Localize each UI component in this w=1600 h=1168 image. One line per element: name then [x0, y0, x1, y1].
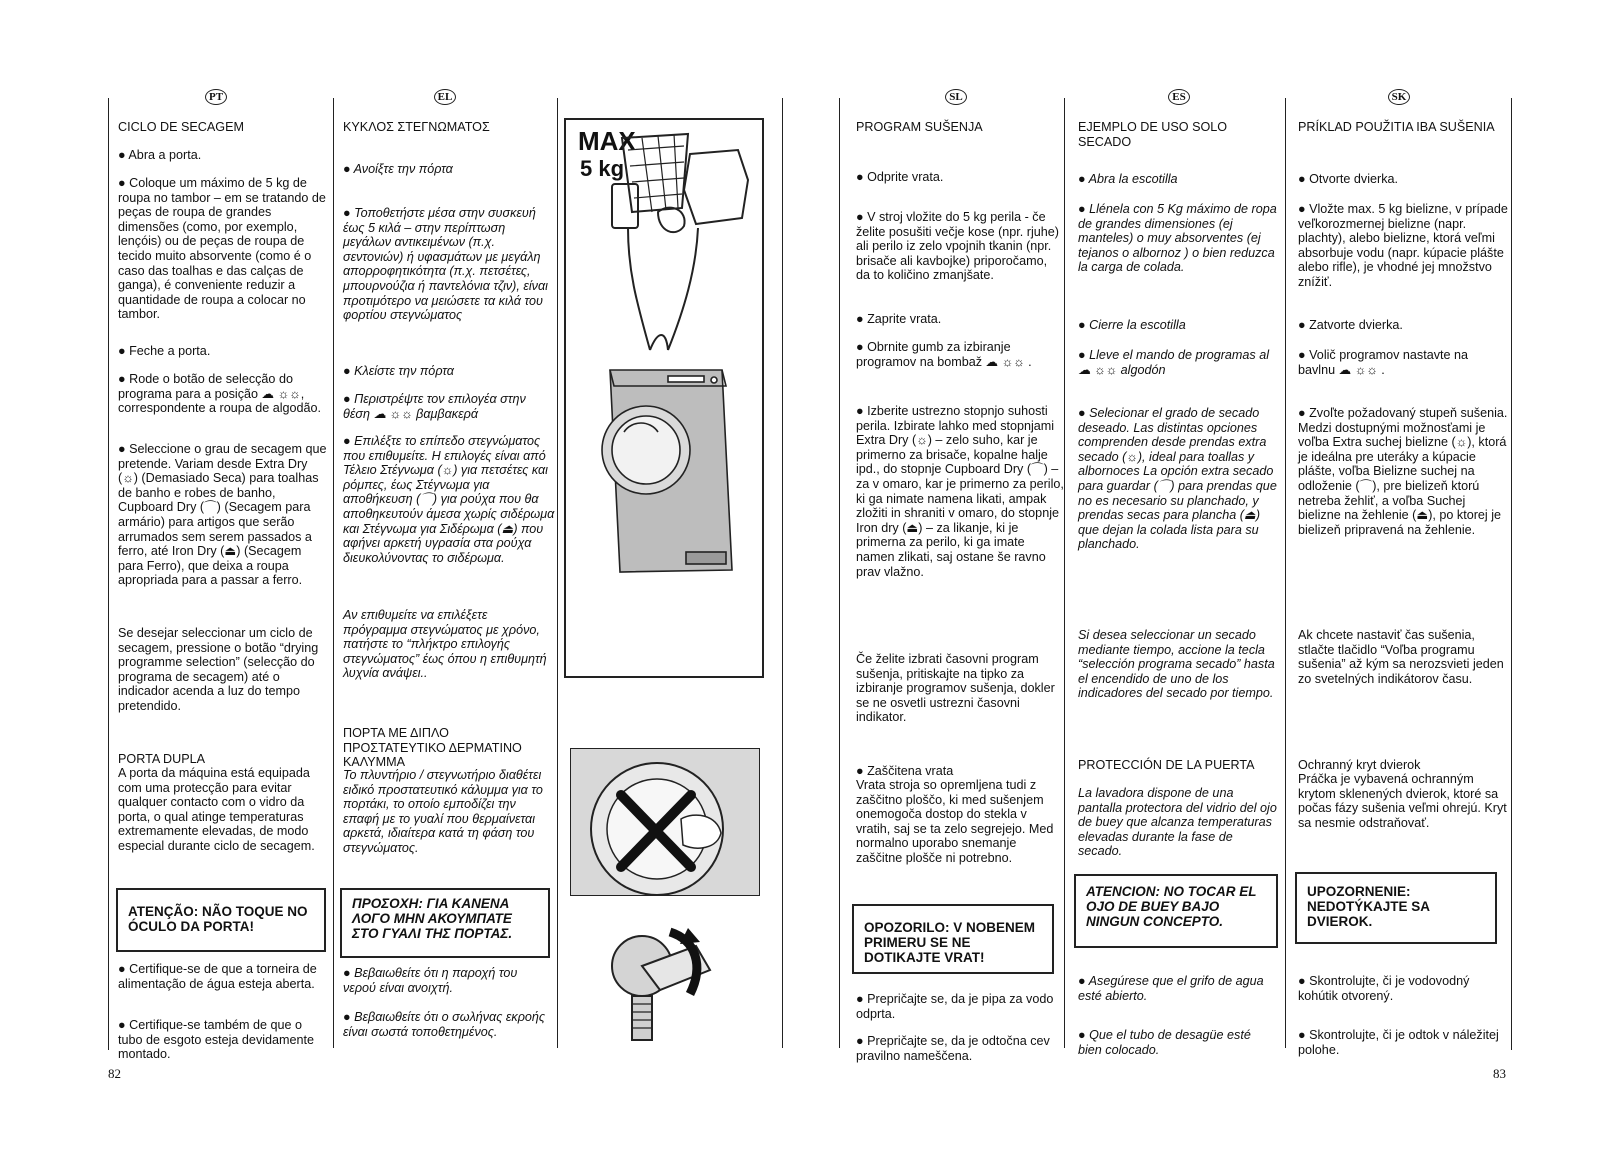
subsection-title: Ochranný kryt dvierok: [1298, 758, 1421, 772]
subsection-title: ● Zaščitena vrata: [856, 764, 954, 778]
timed-drying-note: Ak chcete nastaviť čas sušenia, stlačte tlačidlo “Voľba programu sušenia” až kým sa nerozsvieti jeden zo svetelných indikátorov času.: [1298, 628, 1504, 686]
column-rule: [333, 98, 334, 1048]
warning-box: ATENÇÃO: NÃO TOQUE NO ÓCULO DA PORTA!: [116, 888, 326, 952]
column-rule: [1285, 98, 1286, 1048]
step-load: ● V stroj vložite do 5 kg perila - če želite posušiti večje kose (npr. rjuhe) ali perilo iz zelo vpojnih tkanin (npr. brisače ali kavbojke) priporočamo, da to količino zmanjšate.: [856, 210, 1059, 283]
column-rule: [839, 98, 840, 1048]
warning-box: UPOZORNENIE: NEDOTÝKAJTE SA DVIEROK.: [1295, 872, 1497, 944]
section-title: EJEMPLO DE USO SOLO SECADO: [1078, 120, 1228, 149]
step-select-program: ● Περιστρέψτε τον επιλογέα στην θέση ☁ ☼☼ βαμβακερά: [343, 392, 526, 421]
section-title: ΚΥΚΛΟΣ ΣΤΕΓΝΩΜΑΤΟΣ: [343, 120, 490, 134]
check-water-tap: ● Skontrolujte, či je vodovodný kohútik otvorený.: [1298, 974, 1470, 1003]
lang-badge-es: ES: [1168, 89, 1190, 105]
step-open-door: ● Otvorte dvierka.: [1298, 172, 1398, 186]
timed-drying-note: Če želite izbrati časovni program sušenja, pritiskajte na tipko za izbiranje programov sušenja, dokler se ne osvetli ustrezni časovni indikator.: [856, 652, 1055, 725]
lang-badge-pt: PT: [205, 89, 227, 105]
door-protection-text: A porta da máquina está equipada com uma protecção para evitar qualquer contacto com o vidro da porta, o qual atinge temperaturas extremamente elevadas, de modo especial durante ciclo de secagem.: [118, 766, 315, 853]
water-tap-icon: [600, 920, 720, 1054]
timed-drying-note: Αν επιθυμείτε να επιλέξετε πρόγραμμα στεγνώματος με χρόνο, πατήστε το “πλήκτρο επιλογής στεγνώματος” έως όπου η επιθυμητή λυχνία ανάψει..: [343, 608, 547, 681]
step-close-door: ● Zaprite vrata.: [856, 312, 942, 326]
step-select-dryness: ● Izberite ustrezno stopnjo suhosti perila. Izbirate lahko med stopnjami Extra Dry (☼) – zelo suho, kar je primerno za brisače, kopalne halje ipd., do stopnje Cupboard Dry (⌒) – za v omaro, kar je primerno za perilo, ki ga nimate namena likati, ampak zložiti in shraniti v omaro, do stopnje Iron dry (⏏) – za likanje, ki je primerna za perilo, ki ga imate namen zlikati, saj ostane še ravno prav vlažno.: [856, 404, 1064, 579]
timed-drying-note: Si desea seleccionar un secado mediante tiempo, accione la tecla “selección programa secado” hasta el encendido de uno de los indicadores del secado por tiempo.: [1078, 628, 1275, 701]
step-load: ● Llénela con 5 Kg máximo de ropa de grandes dimensiones (ej manteles) o muy absorventes (ej tejanos o albornoz ) o bien reduzca la carga de colada.: [1078, 202, 1277, 275]
step-select-program: ● Lleve el mando de programas al ☁ ☼☼ algodón: [1078, 348, 1270, 377]
lang-badge-el: EL: [434, 89, 456, 105]
step-open-door: ● Abra la escotilla: [1078, 172, 1178, 186]
step-open-door: ● Ανοίξτε την πόρτα: [343, 162, 453, 176]
lang-badge-sl: SL: [945, 89, 967, 105]
step-close-door: ● Feche a porta.: [118, 344, 211, 358]
step-select-program: ● Rode o botão de selecção do programa para a posição ☁ ☼☼, correspondente a roupa de algodão.: [118, 372, 322, 416]
step-close-door: ● Zatvorte dvierka.: [1298, 318, 1403, 332]
door-protection-text: Práčka je vybavená ochranným krytom sklenených dvierok, ktoré sa počas fázy sušenia veľmi ohrejú. Kryt sa nesmie odstraňovať.: [1298, 772, 1507, 830]
step-load: ● Vložte max. 5 kg bielizne, v prípade veľkorozmernej bielizne (napr. plachty), alebo bielizne, ktorá veľmi absorbuje vodu (napr. kúpacie plášte alebo rifle), je vhodné jej množstvo znížiť.: [1298, 202, 1508, 289]
column-rule: [1064, 98, 1065, 1048]
step-select-dryness: ● Επιλέξτε το επίπεδο στεγνώματος που επιθυμείτε. Η επιλογές είναι από Τέλειο Στέγνωμα (☼) για πετσέτες και ρόμπες, έως Στέγνωμα για αποθήκευση (⌒) για ρούχα που θα αποθηκευτούν άμεσα χωρίς σιδέρωμα και Στέγνωμα για Σιδέρωμα (⏏) που αφήνει αρκετή υγρασία στα ρούχα διευκολύνοντας το σιδέρωμα.: [343, 434, 555, 565]
door-protection-text: La lavadora dispone de una pantalla protectora del vidrio del ojo de buey que alcanza temperaturas elevadas durante la fase de secado.: [1078, 786, 1277, 859]
warning-box: ΠΡΟΣΟΧΗ: ΓΙΑ ΚΑΝΕΝΑ ΛΟΓΟ ΜΗΝ ΑΚΟΥΜΠΑΤΕ ΣΤΟ ΓΥΑΛΙ ΤΗΣ ΠΟΡΤΑΣ.: [340, 888, 550, 958]
subsection-title: ΠΟΡΤΑ ΜΕ ΔΙΠΛΟ ΠΡΟΣΤΑΤΕΥΤΙΚΟ ΔΕΡΜΑΤΙΝΟ ΚΑΛΥΜΜΑ: [343, 726, 522, 770]
section-title: PROGRAM SUŠENJA: [856, 120, 983, 134]
page-number-right: 83: [1493, 1066, 1506, 1081]
door-protection-text: Vrata stroja so opremljena tudi z zaščitno ploščo, ki med sušenjem onemogoča dostop do stekla v vratih, saj se ta zelo segrejejo. Med normalno uporabo snemanje zaščitne plošče ni potrebno.: [856, 778, 1054, 865]
step-select-dryness: ● Selecionar el grado de secado deseado. Las distintas opciones comprenden desde prendas extra secado (☼), ideal para toallas y albornoces La opción extra secado para guardar (⌒) para prendas que no es necesario su planchado, y prendas secas para plancha (⏏) que dejan la colada lista para su planchado.: [1078, 406, 1277, 552]
column-rule: [1511, 98, 1512, 1050]
step-close-door: ● Cierre la escotilla: [1078, 318, 1186, 332]
laundry-basket-icon: [612, 134, 748, 232]
subsection-title: PROTECCIÓN DE LA PUERTA: [1078, 758, 1255, 772]
warning-box: OPOZORILO: V NOBENEM PRIMERU SE NE DOTIKAJTE VRAT!: [852, 904, 1054, 974]
check-drain-hose: ● Skontrolujte, či je odtok v náležitej polohe.: [1298, 1028, 1499, 1057]
door-glass-figure: [570, 748, 760, 896]
section-title: CICLO DE SECAGEM: [118, 120, 244, 134]
step-load: ● Τοποθετήστε μέσα στην συσκευή έως 5 κιλά – στην περίπτωση μεγάλων αντικειμένων (π.χ. σεντονιών) ή υφασμάτων με μεγάλη απορροφητικότητα (π.χ. πετσέτες, μπουρνούζια ή παντελόνια τζιν), είναι προτιμότερο να μειώσετε τα κιλά του φορτίου στεγνώματος: [343, 206, 548, 323]
load-label: 5 kg: [580, 156, 625, 181]
step-select-program: ● Obrnite gumb za izbiranje programov na bombaž ☁ ☼☼ .: [856, 340, 1032, 369]
check-water-tap: ● Prepričajte se, da je pipa za vodo odprta.: [856, 992, 1054, 1021]
door-protection-text: Το πλυντήριο / στεγνωτήριο διαθέτει ειδικό προστατευτικό κάλυμμα για το πορτάκι, το οποίο εμποδίζει την επαφή με το γυαλί που θερμαίνεται αρκετά, ιδιαίτερα κατά τη φάση του στεγνώματος.: [343, 768, 543, 855]
washing-machine-illustration: [566, 120, 762, 676]
step-load: ● Coloque um máximo de 5 kg de roupa no tambor – em se tratando de peças de roupa de grandes dimensões (como, por exemplo, lençóis) ou de peças de roupa de tecido muito absorvente (como é o caso das toalhas e das calças de ganga), é conveniente reduzir a quantidade de roupa a colocar no tambor.: [118, 176, 326, 322]
check-drain-hose: ● Certifique-se também de que o tubo de esgoto esteja devidamente montado.: [118, 1018, 315, 1062]
check-water-tap: ● Asegúrese que el grifo de agua esté abierto.: [1078, 974, 1264, 1003]
load-figure: [564, 118, 764, 678]
lang-badge-sk: SK: [1388, 89, 1410, 105]
column-rule: [108, 98, 109, 1050]
step-select-program: ● Volič programov nastavte na bavlnu ☁ ☼☼ .: [1298, 348, 1469, 377]
column-rule: [557, 98, 558, 1048]
check-drain-hose: ● Que el tubo de desagüe esté bien colocado.: [1078, 1028, 1251, 1057]
step-open-door: ● Odprite vrata.: [856, 170, 944, 184]
subsection-title: PORTA DUPLA: [118, 752, 206, 766]
warning-box: ATENCION: NO TOCAR EL OJO DE BUEY BAJO NINGUN CONCEPTO.: [1074, 874, 1278, 948]
step-select-dryness: ● Seleccione o grau de secagem que pretende. Variam desde Extra Dry (☼) (Demasiado Seca) para toalhas de banho e robes de banho, Cupboard Dry (⌒) (Secagem para armário) para artigos que serão arrumados sem serem passados a ferro, até Iron Dry (⏏) (Secagem para Ferro), que deixa a roupa apropriada para a passar a ferro.: [118, 442, 327, 588]
section-title: PRÍKLAD POUŽITIA IBA SUŠENIA: [1298, 120, 1495, 134]
loading-arrows: [628, 228, 698, 350]
check-drain-hose: ● Prepričajte se, da je odtočna cev pravilno nameščena.: [856, 1034, 1050, 1063]
timed-drying-note: Se desejar seleccionar um ciclo de secagem, pressione o botão “drying programme selection” (selecção do programa de secagem) até o indicador acenda a luz do tempo pretendido.: [118, 626, 319, 713]
do-not-touch-illustration: [571, 749, 760, 896]
page-number-left: 82: [108, 1066, 121, 1081]
max-label: MAX: [578, 126, 636, 156]
check-water-tap: ● Βεβαιωθείτε ότι η παροχή του νερού είναι ανοιχτή.: [343, 966, 518, 995]
step-close-door: ● Κλείστε την πόρτα: [343, 364, 454, 378]
check-drain-hose: ● Βεβαιωθείτε ότι ο σωλήνας εκροής είναι σωστά τοποθετημένος.: [343, 1010, 546, 1039]
washer-body-icon: [602, 370, 732, 572]
step-select-dryness: ● Zvoľte požadovaný stupeň sušenia. Medzi dostupnými možnosťami je voľba Extra suchej bielizne (☼), ktorá je ideálna pre uteráky a kúpacie plášte, voľba Bielizne suchej na odloženie (⌒), pre bielizeň ktorú netreba žehliť, a voľba Suchej bielizne na žehlenie (⏏), po ktorej je bielizeň pripravená na žehlenie.: [1298, 406, 1508, 537]
step-open-door: ● Abra a porta.: [118, 148, 202, 162]
check-water-tap: ● Certifique-se de que a torneira de alimentação de água esteja aberta.: [118, 962, 317, 991]
column-rule: [782, 98, 783, 1048]
